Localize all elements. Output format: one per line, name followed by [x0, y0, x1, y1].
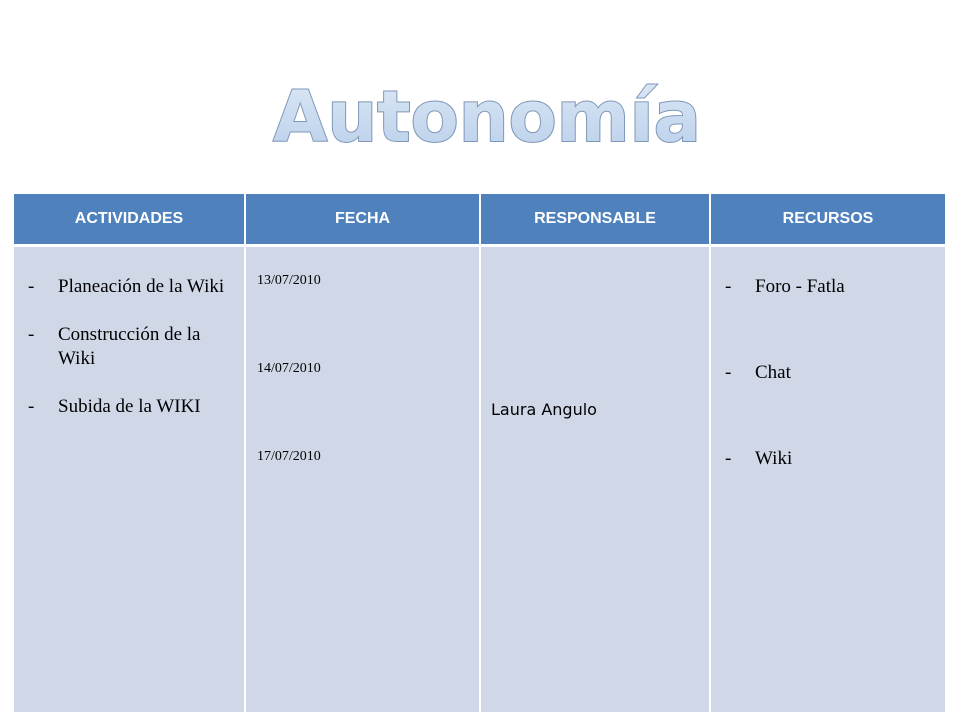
fechas-list: [246, 247, 479, 537]
list-item: [28, 275, 234, 299]
cell-recursos: [711, 247, 945, 712]
cell-responsable: [481, 247, 711, 712]
bullet-dash: -: [28, 276, 35, 297]
actividad-text: Subida de la WIKI: [58, 396, 201, 417]
table-header-row: [14, 194, 945, 247]
header-fecha: FECHA: [246, 194, 481, 247]
list-item: [725, 447, 935, 471]
slide-title: [0, 78, 960, 158]
bullet-dash: -: [725, 362, 732, 383]
actividad-text: Construcción de la Wiki: [58, 324, 201, 369]
list-item: [725, 361, 935, 385]
activities-table: [14, 194, 945, 712]
slide-title-text: Autonomía: [273, 78, 701, 158]
header-responsable: RESPONSABLE: [481, 194, 711, 247]
header-recursos: RECURSOS: [711, 194, 945, 247]
bullet-dash: -: [28, 324, 35, 345]
cell-actividades: [14, 247, 246, 712]
bullet-dash: -: [725, 448, 732, 469]
list-item: [28, 395, 234, 419]
responsable-text: Laura Angulo: [491, 400, 597, 419]
bullet-dash: -: [28, 396, 35, 417]
actividad-text: Planeación de la Wiki: [58, 276, 225, 297]
cell-fecha: [246, 247, 481, 712]
bullet-dash: -: [725, 276, 732, 297]
list-item: [725, 275, 935, 299]
actividades-list: [14, 247, 244, 419]
fecha-item: 17/07/2010: [257, 449, 321, 464]
recursos-list: [711, 247, 945, 471]
recurso-text: Foro - Fatla: [755, 276, 845, 297]
fecha-item: 14/07/2010: [257, 361, 321, 376]
header-actividades: ACTIVIDADES: [14, 194, 246, 247]
fecha-item: 13/07/2010: [257, 273, 321, 288]
recurso-text: Chat: [755, 362, 791, 383]
list-item: [28, 323, 234, 371]
recurso-text: Wiki: [755, 448, 793, 469]
table-row: [14, 247, 945, 712]
